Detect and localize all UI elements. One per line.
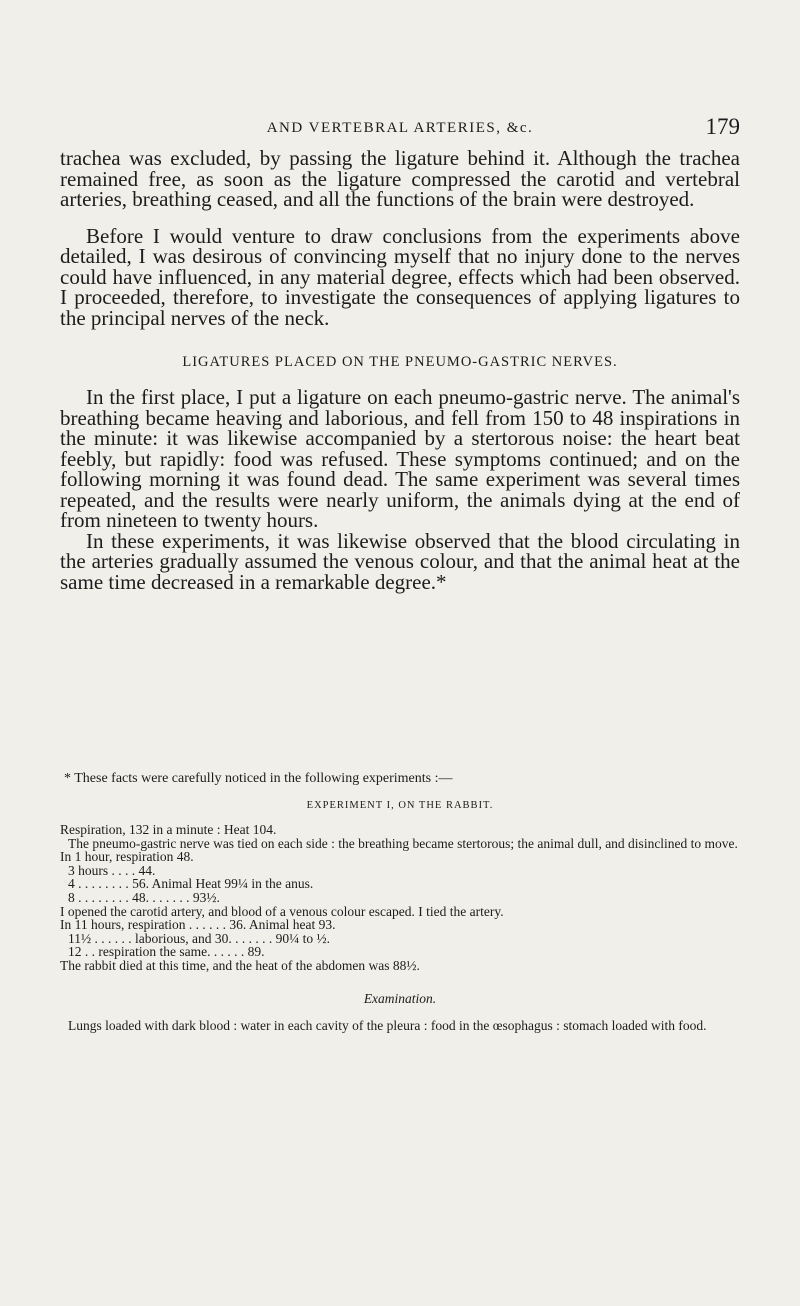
page-number: 179 — [705, 114, 740, 139]
body-text — [60, 148, 740, 592]
footnote-intro: * These facts were carefully noticed in the following experiments :— — [64, 771, 453, 786]
footnote-line: 3 hours . . . . 44. — [68, 862, 156, 878]
footnote-line: Respiration, 132 in a minute : Heat 104. — [60, 822, 277, 837]
experiment-heading: EXPERIMENT I, ON THE RABBIT. — [306, 800, 494, 811]
footnote-line: 12 . . respiration the same. . . . . . 89. — [68, 944, 265, 960]
paragraph-ligature-experiment: In the first place, I put a ligature on each pneumo-gastric nerve. The animal's breathing became heaving and laborious, and fell from 150 to 48 inspirations in the minute: it was likewise accompanied by a stertorous noise: the heart beat feebly, but rapidly: food was refused. These symptoms continued; and on the following morning it was found dead. The same experiment was several times repeated, and the results were nearly uniform, the animals dying at the end of from nineteen to twenty hours. — [60, 385, 740, 532]
footnote-line: 11½ . . . . . . laborious, and 30. . . . . . . 90¼ to ½. — [68, 930, 330, 946]
footnote-line: In 11 hours, respiration . . . . . . 36. Animal heat 93. — [60, 917, 336, 933]
examination-text: Lungs loaded with dark blood : water in each cavity of the pleura : food in the œsophagus : stomach loaded with food. — [68, 1017, 707, 1033]
footnote-line: I opened the carotid artery, and blood of a venous colour escaped. I tied the artery. — [60, 903, 504, 919]
examination-heading: Examination. — [363, 990, 437, 1006]
footnote-line: 8 . . . . . . . . 48. . . . . . . 93½. — [68, 889, 220, 905]
footnote — [60, 770, 740, 1032]
footnote-line: In 1 hour, respiration 48. — [60, 849, 194, 865]
footnote-line: The pneumo-gastric nerve was tied on each side : the breathing became stertorous; the animal dull, and disinclined to move. — [68, 835, 738, 851]
footnote-line: The rabbit died at this time, and the heat of the abdomen was 88½. — [60, 957, 420, 973]
running-title: AND VERTEBRAL ARTERIES, &c. — [266, 120, 534, 136]
paragraph-continuation: trachea was excluded, by passing the ligature behind it. Although the trachea remained free, as soon as the ligature compressed the carotid and vertebral arteries, breathing ceased, and all the functions of the brain were destroyed. — [60, 146, 740, 211]
paragraph-conclusions: Before I would venture to draw conclusions from the experiments above detailed, I was desirous of convincing myself that no injury done to the nerves could have influenced, in any material degree, effects which had been observed. I proceeded, therefore, to investigate the consequences of applying ligatures to the principal nerves of the neck. — [60, 223, 740, 330]
footnote-line: 4 . . . . . . . . 56. Animal Heat 99¼ in the anus. — [68, 876, 314, 892]
paragraph-blood-observation: In these experiments, it was likewise observed that the blood circulating in the arteries gradually assumed the venous colour, and that the animal heat at the same time decreased in a remarkable degree.* — [60, 528, 740, 594]
section-heading: LIGATURES PLACED ON THE PNEUMO-GASTRIC NERVES. — [182, 354, 618, 370]
running-head — [60, 112, 740, 142]
